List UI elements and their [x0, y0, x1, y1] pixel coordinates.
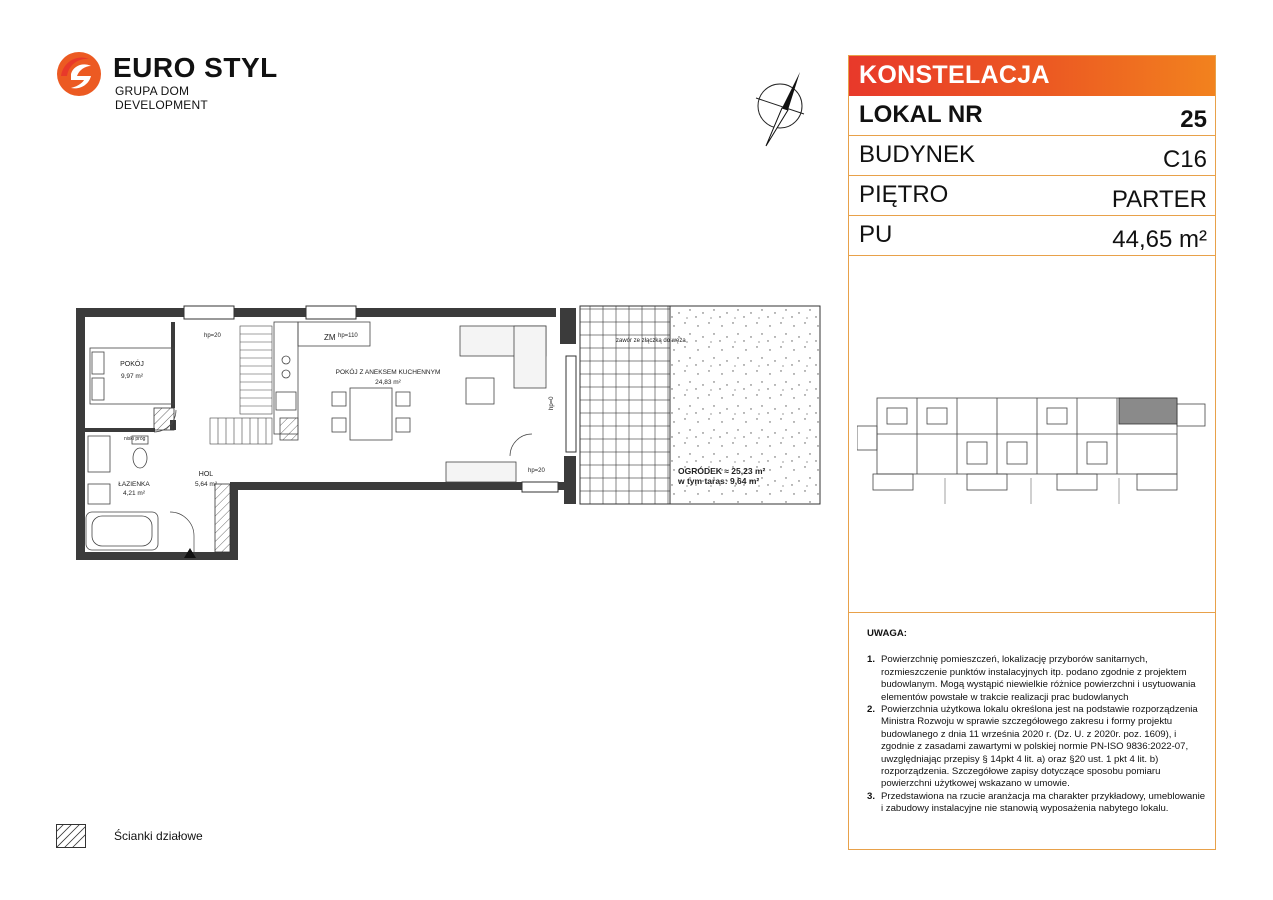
brand-name: EURO STYL: [113, 52, 278, 83]
info-row-pietro: [849, 176, 1215, 216]
notes-separator: [849, 612, 1215, 613]
room-area-hol: 5,64 m²: [194, 481, 218, 488]
info-value: 25: [1180, 106, 1207, 133]
room-area-pokoj: 9,97 m²: [120, 373, 144, 380]
notes-title: UWAGA:: [867, 628, 907, 639]
room-name-lazienka: ŁAZIENKA: [118, 481, 150, 488]
note-text: Powierzchnię pomieszczeń, lokalizację przyborów sanitarnych, rozmieszczenie punktów instalacyjnych itp. podano zgodnie z projektem budowlanym. Mogą wystąpić niewielkie różnice powierzchni i usytuowania elementów powstałe w trakcie realizacji prac budowlanych: [881, 654, 1196, 703]
room-area-lazienka: 4,21 m²: [122, 490, 146, 497]
staircase: [210, 326, 272, 444]
garden-area-label: OGRÓDEK ≈ 25,23 m²: [678, 466, 766, 476]
room-name-pokoj: POKÓJ: [120, 361, 144, 368]
info-label: PU: [859, 221, 893, 248]
legend-label: Ścianki działowe: [114, 829, 203, 843]
info-value: C16: [1162, 146, 1207, 173]
partition-hatch: [215, 484, 230, 552]
euro-styl-logo-icon: [55, 50, 103, 98]
note-item: [867, 791, 1207, 816]
info-panel: [848, 55, 1216, 850]
threshold-note: niski próg: [124, 436, 146, 442]
terrace-tiles: [580, 306, 670, 504]
note-number: 3.: [867, 790, 876, 802]
floor-plan: [70, 296, 826, 568]
partition-hatch-swatch-icon: [56, 824, 86, 848]
note-item: [867, 654, 1207, 704]
brand-logo: [55, 50, 285, 112]
north-arrow-icon: [752, 68, 812, 148]
note-text: Przedstawiona na rzucie aranżacja ma charakter przykładowy, umeblowanie i zabudowy instalacyjne nie stanowią wyposażenia nabytego lokalu.: [881, 790, 1206, 815]
tv-unit: [446, 462, 516, 482]
kitchen-counter: [274, 322, 370, 440]
room-area-salon: 24,83 m²: [375, 379, 401, 386]
note-item: [867, 704, 1207, 791]
info-label: LOKAL NR: [859, 101, 983, 128]
height-note: hp=110: [338, 333, 358, 339]
zm-label: ZM: [324, 333, 336, 342]
info-label: BUDYNEK: [859, 141, 976, 168]
sofa: [460, 326, 546, 388]
height-note: hp=20: [528, 468, 545, 474]
building-key-plan: [857, 394, 1209, 506]
coffee-table: [466, 378, 494, 404]
info-value: 44,65 m²: [1112, 226, 1207, 253]
highlighted-unit: [1119, 398, 1177, 424]
info-row-budynek: [849, 136, 1215, 176]
note-number: 2.: [867, 704, 876, 716]
brand-subtitle: GRUPA DOM DEVELOPMENT: [115, 84, 208, 112]
dining-set: [332, 388, 410, 440]
project-header: [849, 56, 1215, 96]
info-label: PIĘTRO: [859, 181, 949, 208]
notes-section: [867, 628, 1207, 816]
height-note: hp=0: [549, 396, 555, 410]
info-row-lokal: [849, 96, 1215, 136]
info-value: PARTER: [1111, 186, 1207, 213]
info-row-pu: [849, 216, 1215, 256]
note-text: Powierzchnia użytkowa lokalu określona jest na podstawie rozporządzenia Ministra Rozwoju w sprawie szczegółowego zakresu i formy projektu budowlanego z dnia 11 września 2020 r. (Dz. U. z 2020r. poz. 1609), i zgodnie z zasadami zawartymi w polskiej normie PN-ISO 9836:2022-07, uwzględniając przepisy § 14pkt 4 lit. a) oraz §20 ust. 1 pkt 4 lit. b) rozporządzenia. Szczegółowe zapisy dotyczące sposobu pomiaru powierzchni użytkowej wskazano w umowie.: [881, 704, 1198, 790]
terrace-area-label: w tym taras: 9,64 m²: [678, 476, 760, 486]
partition-hatch: [154, 408, 174, 430]
room-name-salon: POKÓJ Z ANEKSEM KUCHENNYM: [335, 369, 441, 376]
project-name: KONSTELACJA: [859, 61, 1050, 89]
note-number: 1.: [867, 654, 876, 666]
valve-note: zawór ze złączką do węża: [616, 338, 686, 344]
height-note: hp=20: [204, 333, 221, 339]
room-name-hol: HOL: [198, 471, 214, 478]
